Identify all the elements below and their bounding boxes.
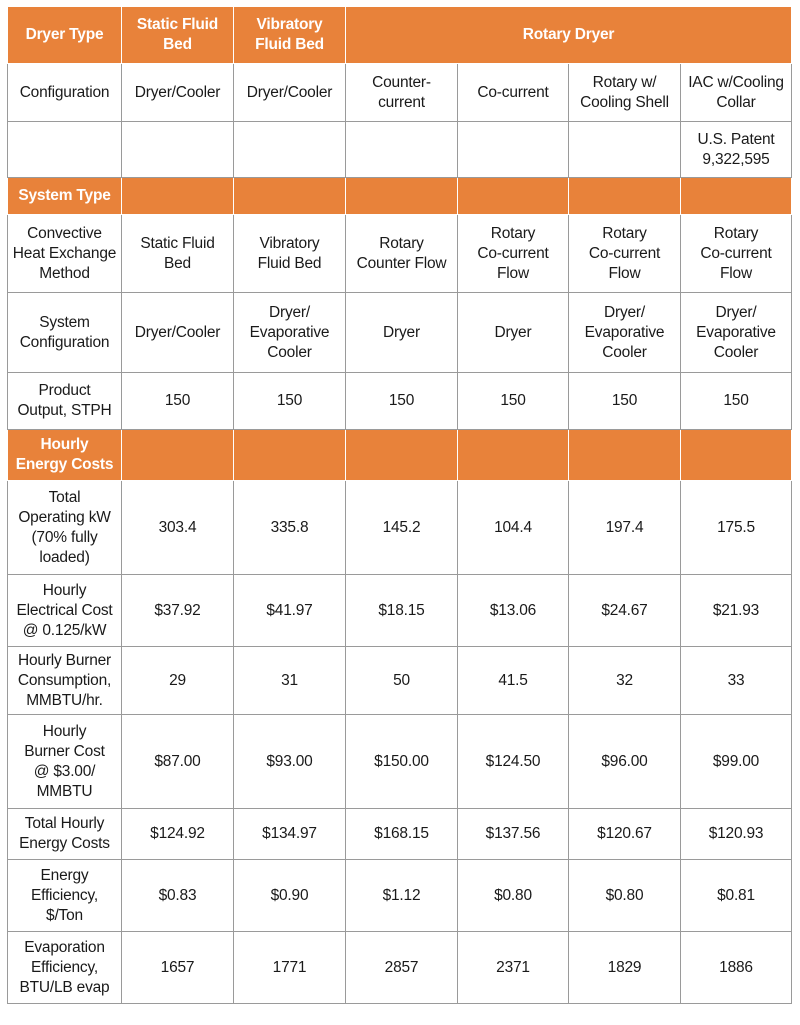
table-row: [8, 860, 792, 932]
table-cell: $41.97: [234, 575, 346, 647]
table-cell: $37.92: [122, 575, 234, 647]
table-cell: [569, 122, 681, 178]
table-row: [8, 293, 792, 373]
table-row: [8, 575, 792, 647]
table-cell: $21.93: [681, 575, 792, 647]
table-cell: 1829: [569, 932, 681, 1004]
dryer-comparison-table: [7, 6, 792, 1004]
table-cell: Rotary Co-current Flow: [458, 215, 569, 293]
patent-cell: U.S. Patent 9,322,595: [681, 122, 792, 178]
table-cell: $137.56: [458, 809, 569, 860]
row-label: Hourly Burner Consumption, MMBTU/hr.: [8, 647, 122, 715]
table-cell: 41.5: [458, 647, 569, 715]
table-cell: 335.8: [234, 481, 346, 575]
table-row: [8, 932, 792, 1004]
table-cell: $87.00: [122, 715, 234, 809]
table-cell: Dryer: [458, 293, 569, 373]
section-blank-cell: [569, 178, 681, 215]
table-row: [8, 64, 792, 122]
table-cell: [122, 122, 234, 178]
table-cell: 29: [122, 647, 234, 715]
table-cell: 150: [681, 373, 792, 430]
table-cell: Counter- current: [346, 64, 458, 122]
row-label: Energy Efficiency, $/Ton: [8, 860, 122, 932]
section-blank-cell: [681, 178, 792, 215]
table-cell: Vibratory Fluid Bed: [234, 215, 346, 293]
table-row: [8, 647, 792, 715]
table-cell: 150: [569, 373, 681, 430]
row-label: Configuration: [8, 64, 122, 122]
row-label: System Configuration: [8, 293, 122, 373]
section-blank-cell: [234, 178, 346, 215]
table-cell: 1657: [122, 932, 234, 1004]
table-cell: Dryer/Cooler: [234, 64, 346, 122]
table-cell: $124.50: [458, 715, 569, 809]
table-row: [8, 715, 792, 809]
table-cell: Rotary Co-current Flow: [681, 215, 792, 293]
table-cell: 1886: [681, 932, 792, 1004]
table-cell: 197.4: [569, 481, 681, 575]
vibratory-fluid-bed-header: Vibratory Fluid Bed: [234, 7, 346, 64]
table-cell: 303.4: [122, 481, 234, 575]
table-cell: Dryer/Cooler: [122, 64, 234, 122]
table-cell: $1.12: [346, 860, 458, 932]
section-blank-cell: [569, 430, 681, 481]
table-cell: [458, 122, 569, 178]
table-cell: 32: [569, 647, 681, 715]
table-cell: 2371: [458, 932, 569, 1004]
static-fluid-bed-header: Static Fluid Bed: [122, 7, 234, 64]
table-cell: [234, 122, 346, 178]
table-cell: Dryer/ Evaporative Cooler: [681, 293, 792, 373]
table-row: [8, 809, 792, 860]
section-blank-cell: [458, 430, 569, 481]
table-cell: 104.4: [458, 481, 569, 575]
section-blank-cell: [681, 430, 792, 481]
row-label: Evaporation Efficiency, BTU/LB evap: [8, 932, 122, 1004]
table-cell: Rotary Co-current Flow: [569, 215, 681, 293]
table-cell: $124.92: [122, 809, 234, 860]
table-row: [8, 215, 792, 293]
table-cell: $0.80: [458, 860, 569, 932]
table-cell: Rotary Counter Flow: [346, 215, 458, 293]
table-cell: $18.15: [346, 575, 458, 647]
section-blank-cell: [346, 178, 458, 215]
section-header-row: [8, 178, 792, 215]
row-label: Total Hourly Energy Costs: [8, 809, 122, 860]
section-blank-cell: [346, 430, 458, 481]
row-label: Convective Heat Exchange Method: [8, 215, 122, 293]
table-cell: 175.5: [681, 481, 792, 575]
table-row: [8, 373, 792, 430]
empty-cell: [8, 122, 122, 178]
table-cell: $120.67: [569, 809, 681, 860]
row-label: Product Output, STPH: [8, 373, 122, 430]
table-cell: $0.83: [122, 860, 234, 932]
table-cell: $134.97: [234, 809, 346, 860]
table-cell: Dryer/Cooler: [122, 293, 234, 373]
row-label: Hourly Burner Cost @ $3.00/ MMBTU: [8, 715, 122, 809]
table-cell: $13.06: [458, 575, 569, 647]
table-cell: Dryer/ Evaporative Cooler: [234, 293, 346, 373]
table-row: [8, 481, 792, 575]
table-cell: $24.67: [569, 575, 681, 647]
section-blank-cell: [234, 430, 346, 481]
table-cell: $99.00: [681, 715, 792, 809]
header-row: [8, 7, 792, 64]
section-header-row: [8, 430, 792, 481]
table-cell: 150: [122, 373, 234, 430]
table-cell: $0.81: [681, 860, 792, 932]
table-cell: 2857: [346, 932, 458, 1004]
table-cell: Static Fluid Bed: [122, 215, 234, 293]
table-cell: Dryer: [346, 293, 458, 373]
table-cell: [346, 122, 458, 178]
dryer-type-header: Dryer Type: [8, 7, 122, 64]
table-cell: $93.00: [234, 715, 346, 809]
row-label: Hourly Electrical Cost @ 0.125/kW: [8, 575, 122, 647]
hourly-energy-costs-heading: Hourly Energy Costs: [8, 430, 122, 481]
table-cell: $120.93: [681, 809, 792, 860]
table-row: [8, 122, 792, 178]
rotary-dryer-header: Rotary Dryer: [346, 7, 792, 64]
dryer-comparison-document: [7, 6, 792, 1004]
section-blank-cell: [458, 178, 569, 215]
table-cell: $96.00: [569, 715, 681, 809]
table-cell: IAC w/Cooling Collar: [681, 64, 792, 122]
section-blank-cell: [122, 178, 234, 215]
table-cell: 145.2: [346, 481, 458, 575]
table-cell: 1771: [234, 932, 346, 1004]
table-cell: $0.90: [234, 860, 346, 932]
table-cell: Co-current: [458, 64, 569, 122]
table-cell: 33: [681, 647, 792, 715]
table-cell: 31: [234, 647, 346, 715]
table-cell: $0.80: [569, 860, 681, 932]
section-blank-cell: [122, 430, 234, 481]
table-cell: $150.00: [346, 715, 458, 809]
table-cell: 150: [234, 373, 346, 430]
table-cell: 150: [346, 373, 458, 430]
table-cell: $168.15: [346, 809, 458, 860]
table-cell: Rotary w/ Cooling Shell: [569, 64, 681, 122]
table-cell: 50: [346, 647, 458, 715]
row-label: Total Operating kW (70% fully loaded): [8, 481, 122, 575]
system-type-heading: System Type: [8, 178, 122, 215]
table-cell: 150: [458, 373, 569, 430]
table-cell: Dryer/ Evaporative Cooler: [569, 293, 681, 373]
